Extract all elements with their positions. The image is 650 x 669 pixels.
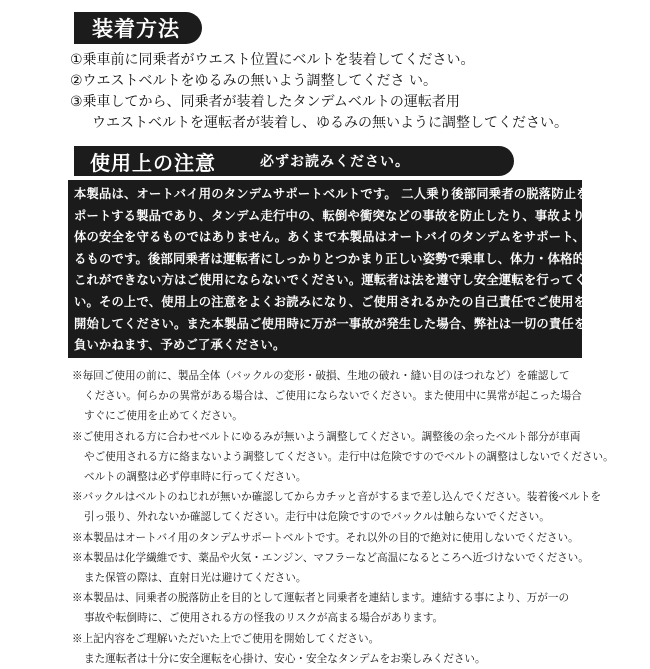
step-1: ①乗車前に同乗者がウエスト位置にベルトを装着してください。 <box>70 52 475 68</box>
warning-box <box>68 180 623 358</box>
section-header-precautions <box>74 146 514 176</box>
warning-line: 本製品は、オートバイ用のタンデムサポートベルトです。 二人乗り後部同乗者の脱落防止をサ <box>74 187 602 201</box>
section-title-precautions: 使用上の注意 <box>90 150 216 175</box>
step-3: ③乗車してから、同乗者が装着したタンデムベルトの運転者用 <box>70 94 460 110</box>
caution-note-line: ベルトの調整は必ず停車時に行ってください。 <box>84 471 307 484</box>
caution-note-line: ※本製品は、同乗者の脱落防止を目的として運転者と同乗者を連結します。連結する事により、万が一の <box>72 592 570 605</box>
caution-note-line: また保管の際は、直射日光は避けてください。 <box>84 572 307 585</box>
caution-note-line: ※毎回ご使用の前に、製品全体（バックルの変形・破損、生地の破れ・縫い目のほつれなど）を確認して <box>72 370 570 382</box>
warning-line: い。その上で、使用上の注意をよくお読みになり、ご使用されるかたの自己責任でご使用を <box>74 294 587 309</box>
section-header-installation <box>74 12 202 44</box>
warning-line: 負いかねます、予めご了承ください。 <box>74 338 286 353</box>
caution-notes <box>72 366 632 669</box>
warning-line: ポートする製品であり、タンデム走行中の、転倒や衝突などの事故を防止したり、事故より身 <box>74 208 598 223</box>
warning-line: 体の安全を守るものではありません。あくまで本製品はオートバイのタンデムをサポート、補助す <box>74 230 623 245</box>
caution-note-line: ※本製品は化学繊維です、薬品や火気・エンジン、マフラーなど高温になるところへ近づけないでください。 <box>72 551 589 564</box>
caution-note-line: すぐにご使用を止めてください。 <box>84 410 243 423</box>
caution-note-line: ください。何らかの異常がある場合は、ご使用にならないでください。また使用中に異常が起こった場合 <box>84 390 582 403</box>
caution-note-line: ※ご使用される方に合わせベルトにゆるみが無いよう調整してください。調整後の余ったベルト部分が車両 <box>72 430 581 443</box>
caution-note-line: ※本製品はオートバイ用のタンデムサポートベルトです。それ以外の目的で絶対に使用しないでください。 <box>72 531 579 544</box>
warning-line: 開始してください。また本製品ご使用時に万が一事故が発生した場合、弊社は一切の責任を <box>74 316 587 331</box>
section-title-installation: 装着方法 <box>92 17 180 41</box>
caution-note-line: また運転者は十分に安全運転を心掛け、安心・安全なタンデムをお楽しみください。 <box>84 652 486 665</box>
step-3-continued: ウエストベルトを運転者が装着し、ゆるみの無いように調整してください。 <box>92 115 568 131</box>
warning-line: これができない方はご使用にならないでください。運転者は法を遵守し安全運転を行ってくださ <box>74 273 612 288</box>
step-2: ②ウエストベルトをゆるみの無いよう調整してくださ い。 <box>70 73 437 89</box>
installation-steps <box>70 50 630 134</box>
caution-note-line: ※上記内容をご理解いただいた上でご使用を開始してください。 <box>72 632 380 645</box>
warning-line: るものです。後部同乗者は運転者にしっかりとつかまり正しい姿勢で乗車し、体力・体格的に <box>74 251 598 266</box>
caution-note-line: やご使用される方に絡まないよう調整してください。走行中は危険ですのでベルトの調整はしないでください。 <box>84 450 614 463</box>
caution-note-line: 引っ張り、外れないか確認してください。走行中は危険ですのでバックルは触らないでください。 <box>84 511 550 524</box>
caution-note-line: 事故や転倒時に、ご使用される方の怪我のリスクが高まる場合があります。 <box>84 612 444 625</box>
section-subtitle-precautions: 必ずお読みください。 <box>260 154 410 170</box>
caution-note-line: ※バックルはベルトのねじれが無いか確認してからカチッと音がするまで差し込んでください。装着後ベルトを <box>72 491 602 504</box>
